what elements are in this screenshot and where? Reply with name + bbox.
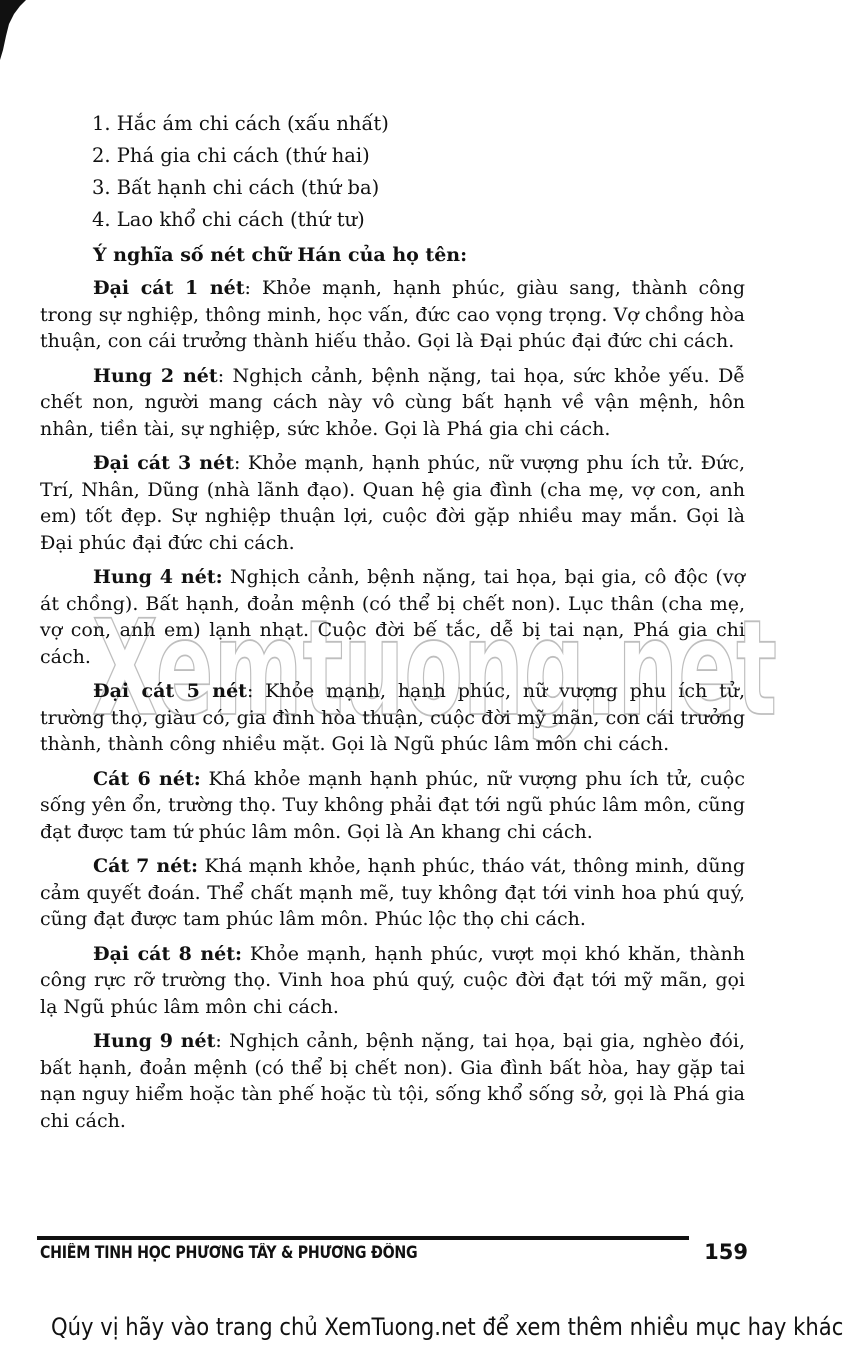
page-number: 159 <box>704 1240 748 1264</box>
paragraph-text: : Nghịch cảnh, bệnh nặng, tai họa, sức khỏe yếu. Dễ chết non, người mang cách này vô cùng bất hạnh về vận mệnh, hôn nhân, tiền tài, sự nghiệp, sức khỏe. Gọi là Phá gia chi cách. <box>40 364 745 440</box>
paragraph <box>40 564 745 670</box>
paragraph-term: Đại cát 3 nét <box>93 452 234 474</box>
article-body <box>40 241 745 1142</box>
paragraph-term: Hung 4 nét: <box>93 566 223 588</box>
paragraph <box>40 766 745 846</box>
paragraph-term: Đại cát 5 nét <box>93 680 247 702</box>
paragraph-text: : Khỏe mạnh, hạnh phúc, nữ vượng phu ích tử, trường thọ, giàu có, gia đình hòa thuận, cuộc đời mỹ mãn, con cái trưởng thành, thành công nhiều mặt. Gọi là Ngũ phúc lâm môn chi cách. <box>40 680 745 755</box>
watermark-text: Xemtuong.net <box>92 596 777 746</box>
paragraph <box>40 853 745 933</box>
paragraph-term: Cát 6 nét: <box>93 767 201 790</box>
paragraph-text: Khá mạnh khỏe, hạnh phúc, tháo vát, thông minh, dũng cảm quyết đoán. Thể chất mạnh mẽ, tuy không đạt tới vinh hoa phú quý, cũng đạt được tam phúc lâm môn. Phúc lộc thọ chi cách. <box>40 855 745 930</box>
list-item: 4. Lao khổ chi cách (thứ tư) <box>92 208 365 231</box>
paragraph-term: Hung 2 nét <box>93 364 218 387</box>
paragraph-term: Cát 7 nét: <box>93 855 199 877</box>
paragraph <box>40 941 745 1021</box>
paragraph-term: Đại cát 1 nét <box>93 277 245 299</box>
paragraph-text: : Khỏe mạnh, hạnh phúc, nữ vượng phu ích tử. Đức, Trí, Nhân, Dũng (nhà lãnh đạo). Quan hệ gia đình (cha mẹ, vợ con, anh em) tốt đẹp. Sự nghiệp thuận lợi, cuộc đời gặp nhiều may mắn. Gọi là Đại phúc đại đức chi cách. <box>40 452 745 554</box>
footer-rule <box>37 1236 689 1240</box>
paragraph-term: Hung 9 nét <box>93 1030 216 1052</box>
paragraph-text: : Nghịch cảnh, bệnh nặng, tai họa, bại gia, nghèo đói, bất hạnh, đoản mệnh (có thể bị chết non). Gia đình bất hòa, hay gặp tai nạn nguy hiểm hoặc tàn phế hoặc tù tội, sống khổ sống sở, gọi là Phá gia chi cách. <box>40 1030 745 1132</box>
paragraph <box>40 678 745 758</box>
paragraph-term: Đại cát 8 nét: <box>93 942 243 965</box>
paragraph-text: Khỏe mạnh, hạnh phúc, vượt mọi khó khăn, thành công rực rỡ trường thọ. Vinh hoa phú quý, cuộc đời đạt tới mỹ mãn, gọi lạ Ngũ phúc lâm môn chi cách. <box>40 942 745 1018</box>
paragraph-text: Khá khỏe mạnh hạnh phúc, nữ vượng phu ích tử, cuộc sống yên ổn, trường thọ. Tuy không phải đạt tới ngũ phúc lâm môn, cũng đạt được tam tứ phúc lâm môn. Gọi là An khang chi cách. <box>40 767 746 843</box>
paragraph <box>40 275 745 355</box>
paragraph <box>40 363 745 443</box>
list-item: 3. Bất hạnh chi cách (thứ ba) <box>92 176 380 199</box>
list-item: 1. Hắc ám chi cách (xấu nhất) <box>92 112 389 135</box>
page-corner-mark <box>0 0 28 60</box>
list-item: 2. Phá gia chi cách (thứ hai) <box>92 144 370 167</box>
paragraph-text: Nghịch cảnh, bệnh nặng, tai họa, bại gia, cô độc (vợ át chồng). Bất hạnh, đoản mệnh (có thể bị chết non). Lục thân (cha mẹ, vợ con, anh em) lạnh nhạt. Cuộc đời bế tắc, dễ bị tai nạn, Phá gia chi cách. <box>40 566 745 668</box>
paragraph-text: : Khỏe mạnh, hạnh phúc, giàu sang, thành công trong sự nghiệp, thông minh, học vấn, đức cao vọng trọng. Vợ chồng hòa thuận, con cái trưởng thành hiếu thảo. Gọi là Đại phúc đại đức chi cách. <box>40 277 745 352</box>
book-title: CHIÊM TINH HỌC PHƯƠNG TÂY & PHƯƠNG ĐÔNG <box>40 1243 418 1262</box>
section-heading: Ý nghĩa số nét chữ Hán của họ tên: <box>93 244 468 266</box>
paragraph <box>40 450 745 556</box>
ranking-list <box>92 108 752 236</box>
site-promo-link[interactable]: Qúy vị hãy vào trang chủ XemTuong.net để xem thêm nhiều mục hay khác <box>51 1313 844 1341</box>
paragraph <box>40 1028 745 1134</box>
